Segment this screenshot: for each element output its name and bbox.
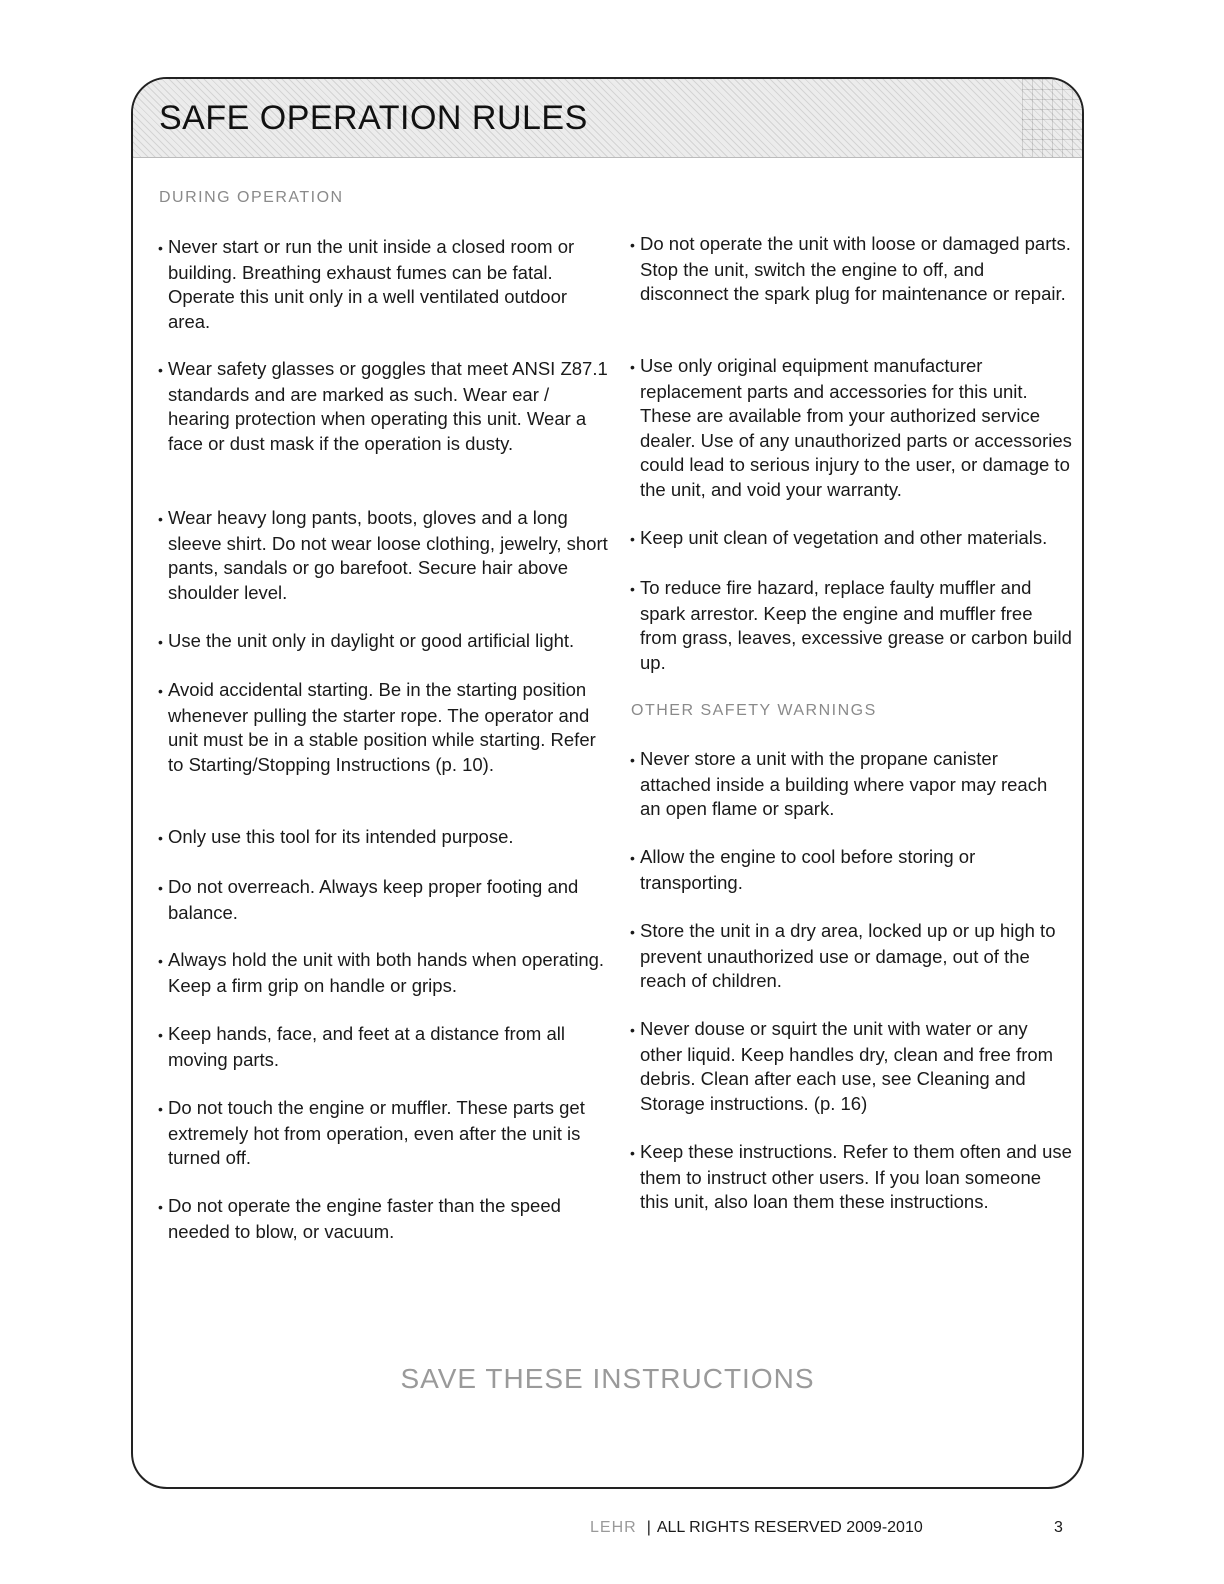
title-banner bbox=[133, 79, 1082, 158]
warning-item: • Allow the engine to cool before storing or transporting. bbox=[630, 845, 1072, 895]
rule-item: • To reduce fire hazard, replace faulty muffler and spark arrestor. Keep the engine and muffler free from grass, leaves, excessive grease or carbon build up. bbox=[630, 576, 1072, 675]
page-frame bbox=[131, 77, 1084, 1489]
warning-item: • Never store a unit with the propane canister attached inside a building where vapor may reach an open flame or spark. bbox=[630, 747, 1072, 822]
rule-item: • Never start or run the unit inside a closed room or building. Breathing exhaust fumes can be fatal. Operate this unit only in a well ventilated outdoor area. bbox=[158, 235, 608, 334]
warning-item: • Store the unit in a dry area, locked up or up high to prevent unauthorized use or damage, out of the reach of children. bbox=[630, 919, 1072, 994]
rule-item: • Do not touch the engine or muffler. These parts get extremely hot from operation, even after the unit is turned off. bbox=[158, 1096, 608, 1171]
page-title: SAFE OPERATION RULES bbox=[159, 99, 588, 137]
rule-item: • Use the unit only in daylight or good artificial light. bbox=[158, 629, 574, 655]
rule-item: • Do not overreach. Always keep proper footing and balance. bbox=[158, 875, 608, 925]
other-warnings-heading: OTHER SAFETY WARNINGS bbox=[631, 702, 877, 719]
banner-grid-decoration bbox=[1022, 79, 1082, 157]
rule-item: • Always hold the unit with both hands when operating. Keep a firm grip on handle or grips. bbox=[158, 948, 608, 998]
warning-item: • Never douse or squirt the unit with water or any other liquid. Keep handles dry, clean and free from debris. Clean after each use, see Cleaning and Storage instructions. (p. 16) bbox=[630, 1017, 1072, 1116]
save-instructions-notice: SAVE THESE INSTRUCTIONS bbox=[400, 1363, 815, 1394]
rule-item: • Do not operate the unit with loose or damaged parts. Stop the unit, switch the engine to off, and disconnect the spark plug for maintenance or repair. bbox=[630, 232, 1072, 307]
rule-item: • Only use this tool for its intended purpose. bbox=[158, 825, 514, 851]
warning-item: • Keep these instructions. Refer to them often and use them to instruct other users. If you loan someone this unit, also loan them these instructions. bbox=[630, 1140, 1072, 1215]
rule-item: • Keep unit clean of vegetation and other materials. bbox=[630, 526, 1047, 552]
footer-brand: LEHR bbox=[590, 1519, 637, 1536]
page-number: 3 bbox=[1054, 1519, 1063, 1536]
during-operation-heading: DURING OPERATION bbox=[159, 189, 344, 206]
rule-item: • Wear heavy long pants, boots, gloves and a long sleeve shirt. Do not wear loose clothing, jewelry, short pants, sandals or go barefoot. Secure hair above shoulder level. bbox=[158, 506, 608, 605]
rule-item: • Use only original equipment manufacturer replacement parts and accessories for this unit. These are available from your authorized service dealer. Use of any unauthorized parts or accessories could lead to serious injury to the user, or damage to the unit, and void your warranty. bbox=[630, 354, 1072, 503]
rule-item: • Wear safety glasses or goggles that meet ANSI Z87.1 standards and are marked as such. Wear ear / hearing protection when operating this unit. Wear a face or dust mask if the operation is dusty. bbox=[158, 357, 608, 456]
page-footer bbox=[590, 1519, 923, 1537]
rule-item: • Do not operate the engine faster than the speed needed to blow, or vacuum. bbox=[158, 1194, 608, 1244]
rule-item: • Keep hands, face, and feet at a distance from all moving parts. bbox=[158, 1022, 608, 1072]
footer-separator: | bbox=[646, 1519, 651, 1536]
footer-copyright: ALL RIGHTS RESERVED 2009-2010 bbox=[656, 1519, 923, 1536]
rule-item: • Avoid accidental starting. Be in the starting position whenever pulling the starter rope. The operator and unit must be in a stable position while starting. Refer to Starting/Stopping Instructions (p. 10). bbox=[158, 678, 608, 777]
